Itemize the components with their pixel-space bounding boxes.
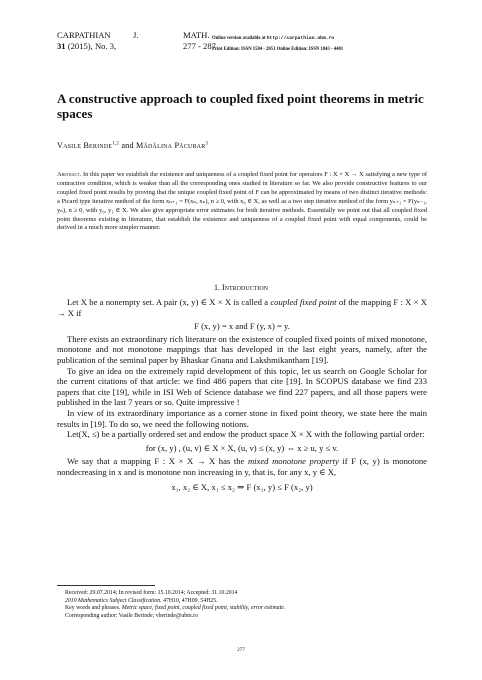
paragraph-2: There exists an extraordinary rich literature on the existence of coupled fixed points of mixed monotone, monotone and not monotone mappings that has developed in the last eight years, namely, after the publication of the seminal paper by Bhaskar Gnana and Lakshmikantham [19]. xyxy=(57,333,427,365)
footnote-msc: 47H10, 47H09, 54H25. xyxy=(163,597,218,604)
authors xyxy=(57,141,208,150)
footnote-msc-label: 2010 Mathematics Subject Classification. xyxy=(65,597,162,604)
paragraph-1 xyxy=(57,297,427,318)
paragraph-1-b: of the mapping F : X × X → X if xyxy=(57,297,427,318)
online-url[interactable]: http://carpathian.ubm.ro xyxy=(266,36,335,41)
footnote-keywords-label: Key words and phrases. xyxy=(65,605,121,612)
year-issue: (2015), No. 3, xyxy=(67,41,117,51)
author-2-affil: 3 xyxy=(205,141,209,147)
equation-2: for (x, y) , (u, v) ∈ X × X, (u, v) ≤ (x, y) ⇔ x ≥ u, y ≤ v. xyxy=(145,442,339,453)
paragraph-6-a: We say that a mapping F : X × X → X has the xyxy=(67,456,245,467)
author-2: Mădălina Păcurar xyxy=(136,141,206,150)
journal-name-1: CARPATHIAN xyxy=(57,30,111,40)
body-text xyxy=(57,297,427,492)
author-1-affil: 1,2 xyxy=(112,141,120,147)
page-number: 277 xyxy=(237,647,245,653)
section-title: Introduction xyxy=(222,283,268,292)
paragraph-6-b: if F (x, y) is monotone nondecreasing in x and is monotone non increasing in y, that is, for any x, y ∈ X, xyxy=(57,456,427,477)
section-heading xyxy=(0,283,482,292)
abstract-label: Abstract. xyxy=(57,171,82,178)
footnote xyxy=(65,590,285,620)
equation-3: x₁, x₂ ∈ X, x₁ ≤ x₂ ⇒ F (x₁, y) ≤ F (x₂, y) xyxy=(171,481,313,492)
abstract xyxy=(57,171,427,233)
section-number: 1. xyxy=(214,283,220,292)
footnote-corresponding: Corresponding author: Vasile Berinde; vberinde@ubm.ro xyxy=(65,612,198,619)
paper-title: A constructive approach to coupled fixed point theorems in metric spaces xyxy=(57,91,424,121)
online-label: Online version available at xyxy=(212,36,266,41)
paragraph-6-em: mixed monotone property xyxy=(247,456,339,467)
volume: 31 xyxy=(57,41,66,51)
footnote-rule xyxy=(57,585,155,586)
paragraph-3: To give an idea on the extremely rapid development of this topic, let us search on Google Scholar for the current citations of that article: we find 486 papers that cite [19]. In SCOPUS database we find 233 papers that cite [19], while in ISI Web of Science database we find 227 papers, and all those papers were published in the last 7 years or so. Quite impressive ! xyxy=(57,365,427,408)
footnote-keywords: Metric space, fixed point, coupled fixed point, stability, error estimate. xyxy=(121,605,286,612)
paragraph-6 xyxy=(57,456,427,477)
paragraph-1-a: Let X be a nonempty set. A pair (x, y) ∈ X × X is called a xyxy=(67,297,269,307)
edition-info xyxy=(212,33,343,55)
equation-1: F (x, y) = x and F (y, x) = y. xyxy=(194,321,290,332)
paragraph-1-em: coupled fixed point xyxy=(270,297,337,307)
author-and: and xyxy=(121,141,134,150)
journal-name-2: J. xyxy=(133,30,139,40)
journal-header xyxy=(57,30,223,52)
page-range: 277 - 287 xyxy=(183,41,216,51)
footnote-received: Received: 29.07.2014; In revised form: 15.10.2014; Accepted: 31.10.2014 xyxy=(65,590,238,596)
paragraph-4: In view of its extraordinary importance as a corner stone in fixed point theory, we state here the main results in [19]. To do so, we need the following notions. xyxy=(57,407,427,429)
paragraph-5: Let(X, ≤) be a partially ordered set and endow the product space X × X with the following partial order: xyxy=(67,429,425,440)
abstract-text: In this paper we establish the existence and uniqueness of a coupled fixed point for operators F : X × X → X satisfying a new type of contractive condition, which is weaker than all the corresponding ones studied in literature so far. We also provide constructive features to our coupled fixed point results by proving that the unique coupled fixed point of F can be approximated by means of two distinct iterative methods: a Picard type iterative method of the form xₙ₊₁ = F(xₙ, xₙ), n ≥ 0, with x₀ ∈ X, as well as a two step iterative method of the form yₙ₊₁ = F(yₙ₋₁, yₙ), n ≥ 0, with y₀, y₁ ∈ X. We also give appropriate error estimates for both iterative methods. Essentially we point out that all coupled fixed point theorems existing in literature, that establish the existence and uniqueness of a coupled fixed point with equal components, could be derived in a much more simpler manner. xyxy=(57,171,427,232)
print-edition: Print Edition: ISSN 1584 - 2851 Online Edition: ISSN 1843 - 4401 xyxy=(212,47,344,52)
journal-name-3: MATH. xyxy=(183,30,210,40)
author-1: Vasile Berinde xyxy=(57,141,113,150)
